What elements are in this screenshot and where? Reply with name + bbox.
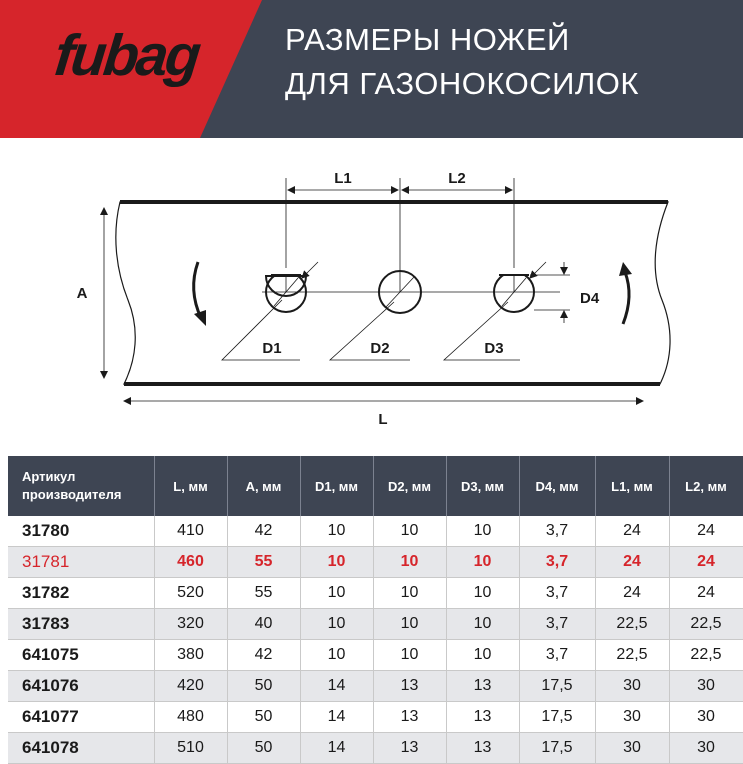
value-cell: 22,5	[669, 609, 743, 640]
value-cell: 50	[227, 733, 300, 764]
value-cell: 22,5	[595, 640, 669, 671]
header-cell: L2, мм	[669, 456, 743, 516]
article-cell: 641077	[8, 702, 154, 733]
hole-d1-flat-mask	[262, 268, 312, 274]
label-d1: D1	[262, 340, 282, 357]
blade-diagram	[0, 150, 743, 440]
value-cell: 17,5	[519, 702, 595, 733]
value-cell: 10	[300, 516, 373, 547]
value-cell: 22,5	[669, 640, 743, 671]
value-cell: 10	[446, 516, 519, 547]
value-cell: 10	[300, 609, 373, 640]
leader-d1	[222, 300, 300, 360]
value-cell: 10	[446, 609, 519, 640]
header-cell: D1, мм	[300, 456, 373, 516]
value-cell: 13	[373, 733, 446, 764]
value-cell: 13	[373, 671, 446, 702]
value-cell: 3,7	[519, 547, 595, 578]
value-cell: 13	[446, 702, 519, 733]
table-row	[8, 702, 743, 733]
article-cell: 31782	[8, 578, 154, 609]
value-cell: 24	[669, 578, 743, 609]
label-l: L	[378, 411, 388, 428]
value-cell: 10	[300, 547, 373, 578]
header-article	[8, 456, 154, 516]
table-row	[8, 516, 743, 547]
value-cell: 17,5	[519, 671, 595, 702]
label-d2: D2	[370, 340, 390, 357]
article-cell: 641075	[8, 640, 154, 671]
value-cell: 3,7	[519, 578, 595, 609]
hole-d3-flat-mask	[490, 268, 540, 274]
header-cell: D3, мм	[446, 456, 519, 516]
value-cell: 10	[446, 640, 519, 671]
value-cell: 420	[154, 671, 227, 702]
label-a: A	[76, 285, 88, 302]
value-cell: 40	[227, 609, 300, 640]
table-row	[8, 671, 743, 702]
value-cell: 24	[595, 547, 669, 578]
value-cell: 50	[227, 671, 300, 702]
article-cell: 31783	[8, 609, 154, 640]
value-cell: 10	[373, 516, 446, 547]
value-cell: 24	[595, 516, 669, 547]
value-cell: 3,7	[519, 516, 595, 547]
rotation-arrowhead-right-icon	[619, 262, 632, 276]
table-row	[8, 609, 743, 640]
value-cell: 380	[154, 640, 227, 671]
value-cell: 24	[669, 516, 743, 547]
value-cell: 10	[300, 578, 373, 609]
article-cell: 31781	[8, 547, 154, 578]
value-cell: 14	[300, 702, 373, 733]
value-cell: 42	[227, 516, 300, 547]
fubag-logo: fubag	[51, 23, 202, 88]
header-cell: A, мм	[227, 456, 300, 516]
value-cell: 17,5	[519, 733, 595, 764]
header-article-line2: производителя	[22, 487, 122, 502]
value-cell: 10	[300, 640, 373, 671]
page-title-line-1: РАЗМЕРЫ НОЖЕЙ	[285, 22, 570, 57]
value-cell: 30	[669, 733, 743, 764]
value-cell: 460	[154, 547, 227, 578]
table-row	[8, 733, 743, 764]
label-l1: L1	[334, 170, 352, 187]
value-cell: 30	[595, 671, 669, 702]
value-cell: 30	[669, 671, 743, 702]
blade-specs-table	[8, 456, 743, 764]
value-cell: 13	[373, 702, 446, 733]
label-l2: L2	[448, 170, 466, 187]
header-cell: D2, мм	[373, 456, 446, 516]
table-header-row	[8, 456, 743, 516]
value-cell: 42	[227, 640, 300, 671]
label-d4: D4	[580, 290, 600, 307]
value-cell: 510	[154, 733, 227, 764]
value-cell: 22,5	[595, 609, 669, 640]
value-cell: 50	[227, 702, 300, 733]
value-cell: 410	[154, 516, 227, 547]
value-cell: 480	[154, 702, 227, 733]
label-d3: D3	[484, 340, 504, 357]
value-cell: 10	[373, 609, 446, 640]
article-cell: 641076	[8, 671, 154, 702]
header-article-line1: Артикул	[22, 469, 76, 484]
article-cell: 641078	[8, 733, 154, 764]
header-banner	[0, 0, 743, 138]
value-cell: 3,7	[519, 640, 595, 671]
rotation-arrowhead-left-icon	[194, 310, 206, 326]
page-title-line-2: ДЛЯ ГАЗОНОКОСИЛОК	[285, 66, 639, 101]
value-cell: 10	[446, 578, 519, 609]
value-cell: 55	[227, 578, 300, 609]
value-cell: 10	[446, 547, 519, 578]
value-cell: 13	[446, 733, 519, 764]
rotation-arrow-left-icon	[194, 262, 201, 318]
value-cell: 24	[669, 547, 743, 578]
header-cell: D4, мм	[519, 456, 595, 516]
value-cell: 55	[227, 547, 300, 578]
value-cell: 10	[373, 547, 446, 578]
table-row	[8, 640, 743, 671]
value-cell: 24	[595, 578, 669, 609]
table-row	[8, 547, 743, 578]
article-cell: 31780	[8, 516, 154, 547]
value-cell: 320	[154, 609, 227, 640]
value-cell: 30	[595, 733, 669, 764]
value-cell: 3,7	[519, 609, 595, 640]
value-cell: 10	[373, 640, 446, 671]
value-cell: 10	[373, 578, 446, 609]
header-cell: L1, мм	[595, 456, 669, 516]
value-cell: 520	[154, 578, 227, 609]
value-cell: 30	[595, 702, 669, 733]
value-cell: 14	[300, 671, 373, 702]
value-cell: 30	[669, 702, 743, 733]
table-row	[8, 578, 743, 609]
value-cell: 13	[446, 671, 519, 702]
value-cell: 14	[300, 733, 373, 764]
rotation-arrow-right-icon	[623, 272, 629, 324]
header-cell: L, мм	[154, 456, 227, 516]
